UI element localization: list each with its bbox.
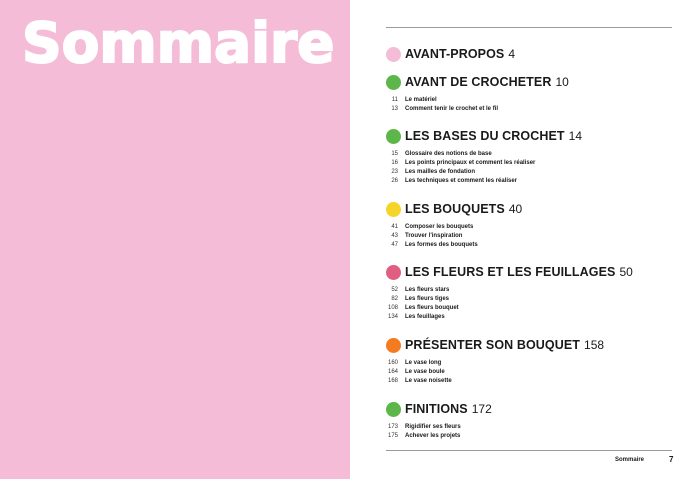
item-page: 16 <box>391 159 398 166</box>
item-label: Les formes des bouquets <box>405 241 478 248</box>
item-label: Les fleurs stars <box>405 286 450 293</box>
bullet-dot-icon <box>386 202 401 217</box>
item-label: Le vase noisette <box>405 377 452 384</box>
section-page: 172 <box>471 402 492 416</box>
item-label: Trouver l'inspiration <box>405 232 463 239</box>
item-label: Comment tenir le crochet et le fil <box>405 105 499 112</box>
toc-item <box>386 222 686 231</box>
toc-item <box>386 431 686 440</box>
toc-item <box>386 376 686 385</box>
toc-item <box>386 231 686 240</box>
toc-item <box>386 240 686 249</box>
section-page: 158 <box>584 338 605 352</box>
toc-item <box>386 167 686 176</box>
item-label: Achever les projets <box>405 432 461 439</box>
toc-item <box>386 177 686 186</box>
toc-item <box>386 95 686 104</box>
toc-panel <box>350 0 700 479</box>
section-title: LES BASES DU CROCHET <box>405 129 565 143</box>
section-page: 10 <box>555 75 569 89</box>
toc-section-fleurs-feuillages <box>386 263 686 322</box>
item-label: Glossaire des notions de base <box>405 150 492 157</box>
toc-item <box>386 367 686 376</box>
toc-item <box>386 285 686 294</box>
item-label: Les fleurs bouquet <box>405 304 459 311</box>
item-page: 164 <box>387 368 398 375</box>
section-title: PRÉSENTER SON BOUQUET <box>405 338 581 352</box>
item-page: 168 <box>387 377 398 384</box>
item-page: 52 <box>391 286 398 293</box>
bullet-dot-icon <box>386 402 401 417</box>
toc-section-bouquets <box>386 200 686 250</box>
toc-section-finitions <box>386 400 686 440</box>
item-page: 173 <box>387 423 398 430</box>
item-label: Les feuillages <box>405 314 445 321</box>
toc-item <box>386 294 686 303</box>
toc-item <box>386 149 686 158</box>
item-label: Le vase long <box>405 359 442 366</box>
section-page: 14 <box>568 129 583 143</box>
item-page: 13 <box>391 105 398 112</box>
footer-label: Sommaire <box>615 457 645 463</box>
item-label: Rigidifier ses fleurs <box>405 423 461 430</box>
item-page: 47 <box>391 241 398 248</box>
toc-item <box>386 303 686 312</box>
toc-section-avant-propos <box>386 45 686 63</box>
section-title: LES FLEURS ET LES FEUILLAGES <box>405 265 616 279</box>
bullet-dot-icon <box>386 75 401 90</box>
toc-section-presenter-bouquet <box>386 336 686 386</box>
item-label: Les fleurs tiges <box>405 295 450 302</box>
toc-item <box>386 158 686 167</box>
item-page: 134 <box>387 314 398 321</box>
bullet-dot-icon <box>386 265 401 280</box>
section-page: 40 <box>508 202 523 216</box>
item-page: 82 <box>391 295 398 302</box>
item-label: Composer les bouquets <box>405 223 474 230</box>
toc-section-avant-de-crocheter <box>386 73 686 113</box>
footer-page-number: 7 <box>669 455 674 464</box>
item-page: 160 <box>387 359 398 366</box>
section-title: AVANT DE CROCHETER <box>405 75 552 89</box>
item-label: Le vase boule <box>405 368 445 375</box>
page-title: Sommaire <box>22 11 335 75</box>
item-page: 108 <box>387 304 398 311</box>
toc-item <box>386 313 686 322</box>
toc-item <box>386 358 686 367</box>
toc-item <box>386 422 686 431</box>
top-divider <box>386 27 672 28</box>
item-page: 26 <box>391 178 398 185</box>
section-title: LES BOUQUETS <box>405 202 505 216</box>
item-page: 41 <box>391 223 398 230</box>
toc-item <box>386 104 686 113</box>
item-page: 23 <box>391 168 398 175</box>
bullet-dot-icon <box>386 47 401 62</box>
section-title: AVANT-PROPOS <box>405 47 505 61</box>
item-page: 43 <box>391 232 398 239</box>
toc-section-bases-du-crochet <box>386 127 686 186</box>
item-label: Les mailles de fondation <box>405 168 476 175</box>
section-page: 50 <box>619 265 633 279</box>
bullet-dot-icon <box>386 129 401 144</box>
section-page: 4 <box>508 47 516 61</box>
item-label: Les techniques et comment les réaliser <box>405 178 518 185</box>
item-page: 15 <box>391 150 398 157</box>
bottom-divider <box>386 450 672 451</box>
item-label: Les points principaux et comment les réaliser <box>405 159 536 166</box>
section-title: FINITIONS <box>405 402 468 416</box>
item-page: 175 <box>387 432 398 439</box>
item-page: 11 <box>391 96 398 103</box>
item-label: Le matériel <box>405 96 437 103</box>
bullet-dot-icon <box>386 338 401 353</box>
